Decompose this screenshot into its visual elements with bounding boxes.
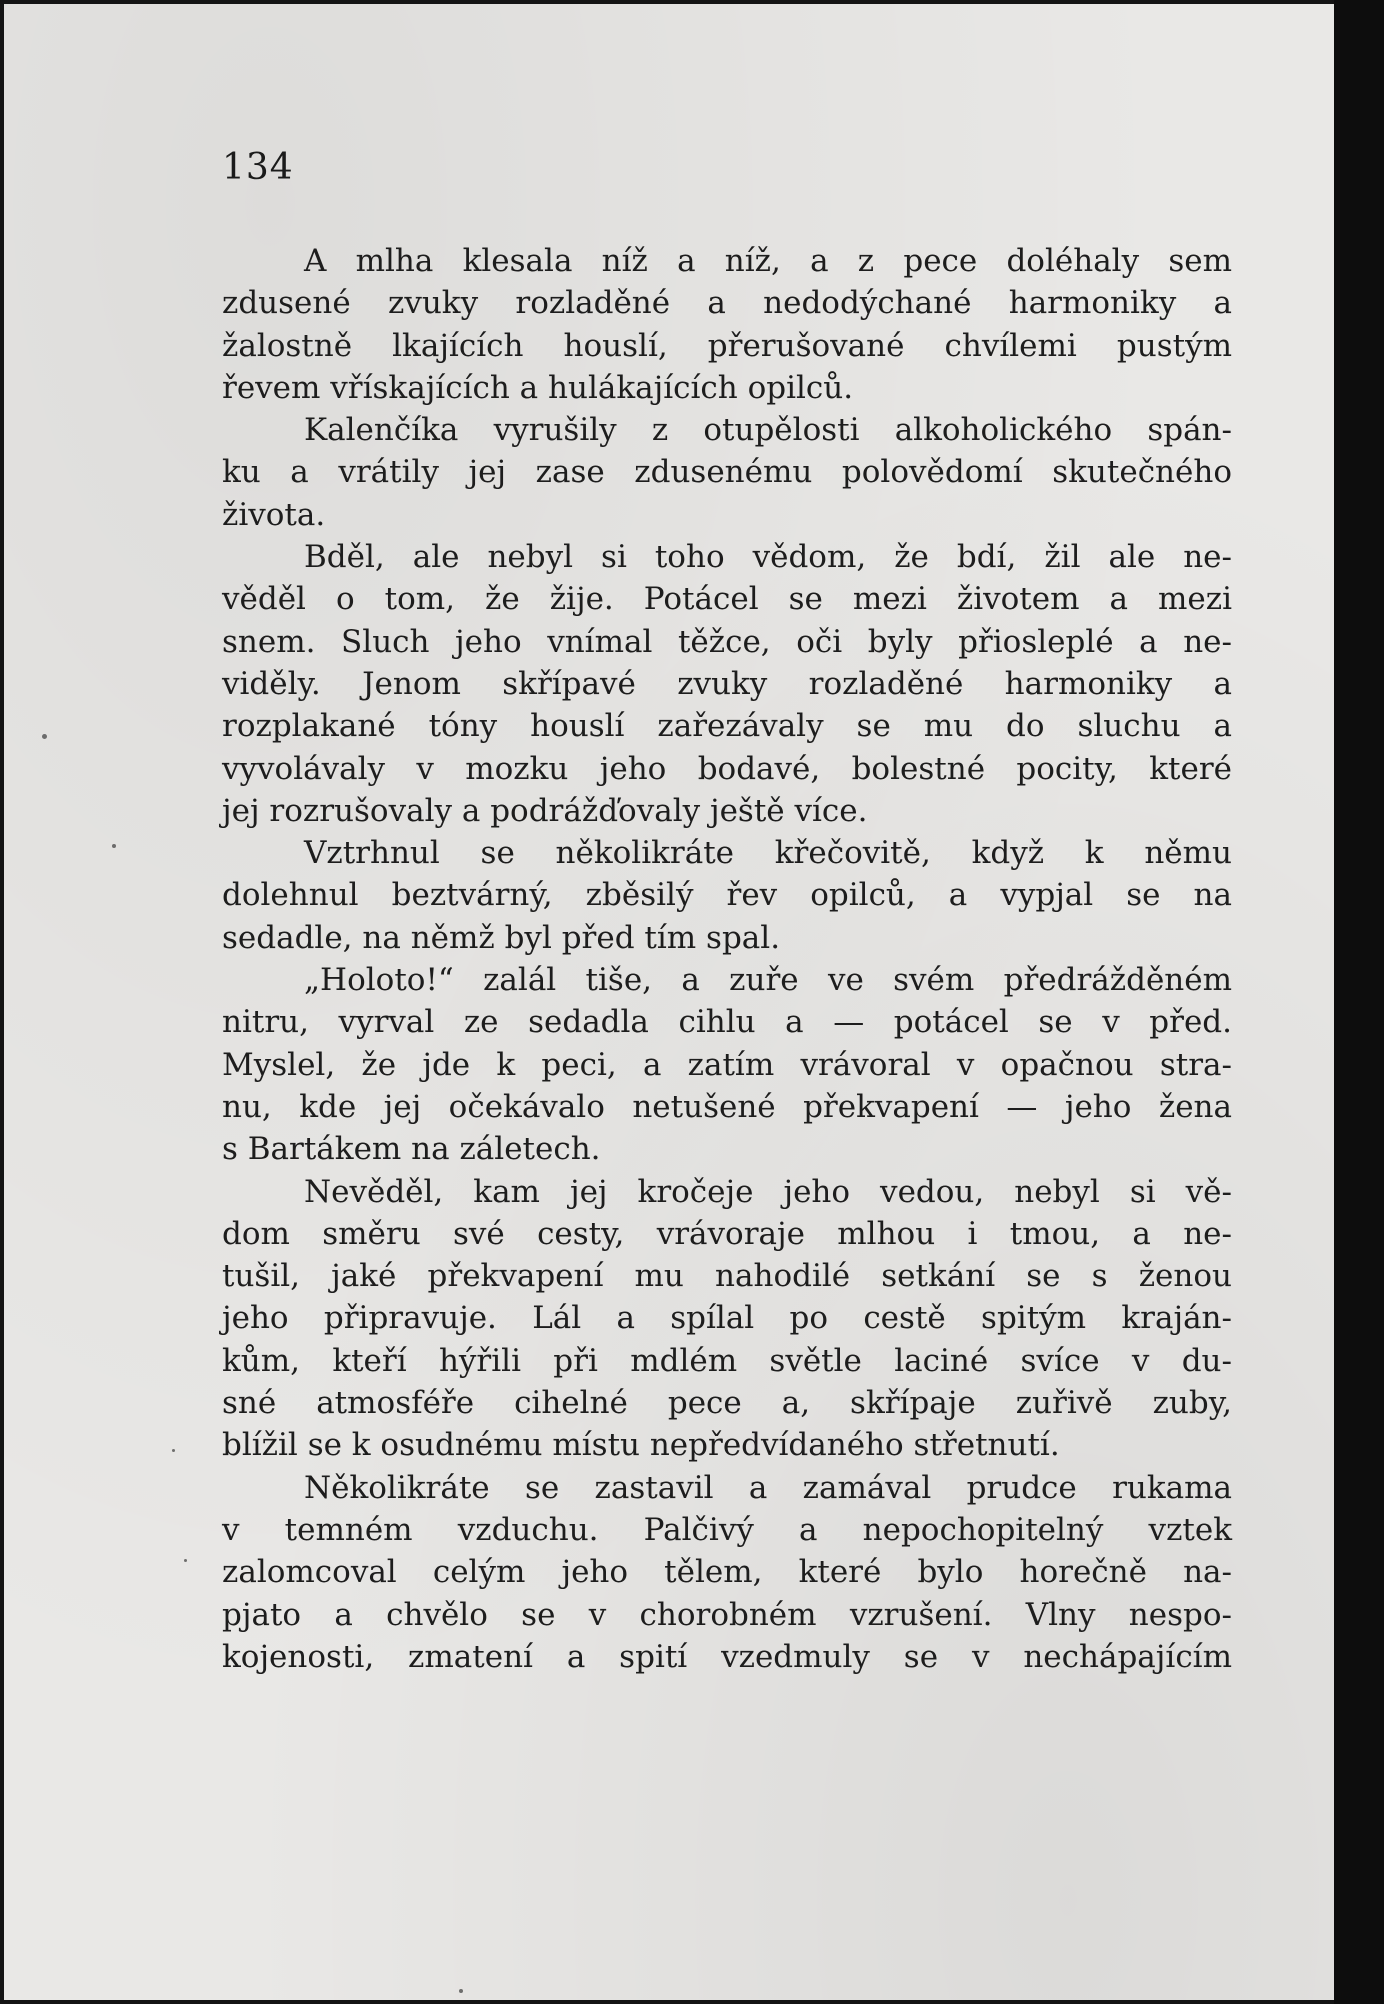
text-line: v temném vzduchu. Palčivý a nepochopitelný vztek (222, 1511, 1232, 1548)
text-line: pjato a chvělo se v chorobném vzrušení. Vlny nespo- (222, 1596, 1232, 1633)
paragraph-7 (222, 1467, 1232, 1678)
text-line: Myslel, že jde k peci, a zatím vrávoral v opačnou stra- (222, 1046, 1232, 1083)
text-line: rozplakané tóny houslí zařezávaly se mu do sluchu a (222, 708, 1232, 745)
paragraph-5 (222, 959, 1232, 1170)
page-number: 134 (222, 147, 294, 188)
text-line: řevem vřískajících a hulákajících opilců. (222, 369, 854, 406)
text-line: života. (222, 496, 326, 533)
text-line: zalomcoval celým jeho tělem, které bylo horečně na- (222, 1554, 1232, 1591)
text-line: Kalenčíka vyrušily z otupělosti alkoholického spán- (304, 412, 1232, 449)
text-line: ku a vrátily jej zase zdusenému polovědomí skutečného (222, 454, 1232, 491)
text-line: sedadle, na němž byl před tím spal. (222, 919, 781, 956)
text-line: tušil, jaké překvapení mu nahodilé setkání se s ženou (222, 1258, 1232, 1295)
text-line: jej rozrušovaly a podrážďovaly ještě více. (222, 792, 868, 829)
scan-speck (42, 734, 47, 739)
text-line: zdusené zvuky rozladěné a nedodýchané harmoniky a (222, 285, 1232, 322)
text-line: blížil se k osudnému místu nepředvídaného střetnutí. (222, 1427, 1060, 1464)
text-line: kům, kteří hýřili při mdlém světle laciné svíce v du- (222, 1342, 1232, 1379)
text-line: Vztrhnul se několikráte křečovitě, když k němu (304, 835, 1232, 872)
body-text (222, 240, 1232, 1678)
text-line: Několikráte se zastavil a zamával prudce rukama (304, 1469, 1232, 1506)
text-line: viděly. Jenom skřípavé zvuky rozladěné harmoniky a (222, 665, 1232, 702)
scan-speck (172, 1449, 175, 1452)
text-line: Bděl, ale nebyl si toho vědom, že bdí, žil ale ne- (304, 539, 1232, 576)
text-line: dolehnul beztvárný, zběsilý řev opilců, a vypjal se na (222, 877, 1232, 914)
text-line: věděl o tom, že žije. Potácel se mezi životem a mezi (222, 581, 1232, 618)
paragraph-1 (222, 240, 1232, 409)
text-line: „Holoto!“ zalál tiše, a zuře ve svém předrážděném (304, 962, 1232, 999)
text-line: Nevěděl, kam jej kročeje jeho vedou, nebyl si vě- (304, 1173, 1232, 1210)
text-line: dom směru své cesty, vrávoraje mlhou i tmou, a ne- (222, 1215, 1232, 1252)
text-line: jeho připravuje. Lál a spílal po cestě spitým kraján- (222, 1300, 1232, 1337)
text-line: nitru, vyrval ze sedadla cihlu a — potácel se v před. (222, 1004, 1232, 1041)
book-page (4, 4, 1334, 2000)
text-line: nu, kde jej očekávalo netušené překvapení — jeho žena (222, 1088, 1232, 1125)
text-line: sné atmosféře cihelné pece a, skřípaje zuřivě zuby, (222, 1385, 1232, 1422)
scan-speck (184, 1559, 187, 1562)
text-line: kojenosti, zmatení a spití vzedmuly se v nechápajícím (222, 1638, 1232, 1675)
paragraph-2 (222, 409, 1232, 536)
scan-speck (112, 844, 116, 848)
scan-speck (459, 1989, 463, 1993)
text-line: s Bartákem na záletech. (222, 1131, 601, 1168)
text-line: snem. Sluch jeho vnímal těžce, oči byly přiosleplé a ne- (222, 623, 1232, 660)
paragraph-3 (222, 536, 1232, 832)
scan-edge-shadow (1334, 0, 1384, 2004)
text-line: A mlha klesala níž a níž, a z pece doléhaly sem (304, 243, 1232, 279)
paragraph-4 (222, 832, 1232, 959)
text-line: vyvolávaly v mozku jeho bodavé, bolestné pocity, které (222, 750, 1232, 787)
paragraph-6 (222, 1171, 1232, 1467)
text-line: žalostně lkajících houslí, přerušované chvílemi pustým (222, 327, 1232, 364)
